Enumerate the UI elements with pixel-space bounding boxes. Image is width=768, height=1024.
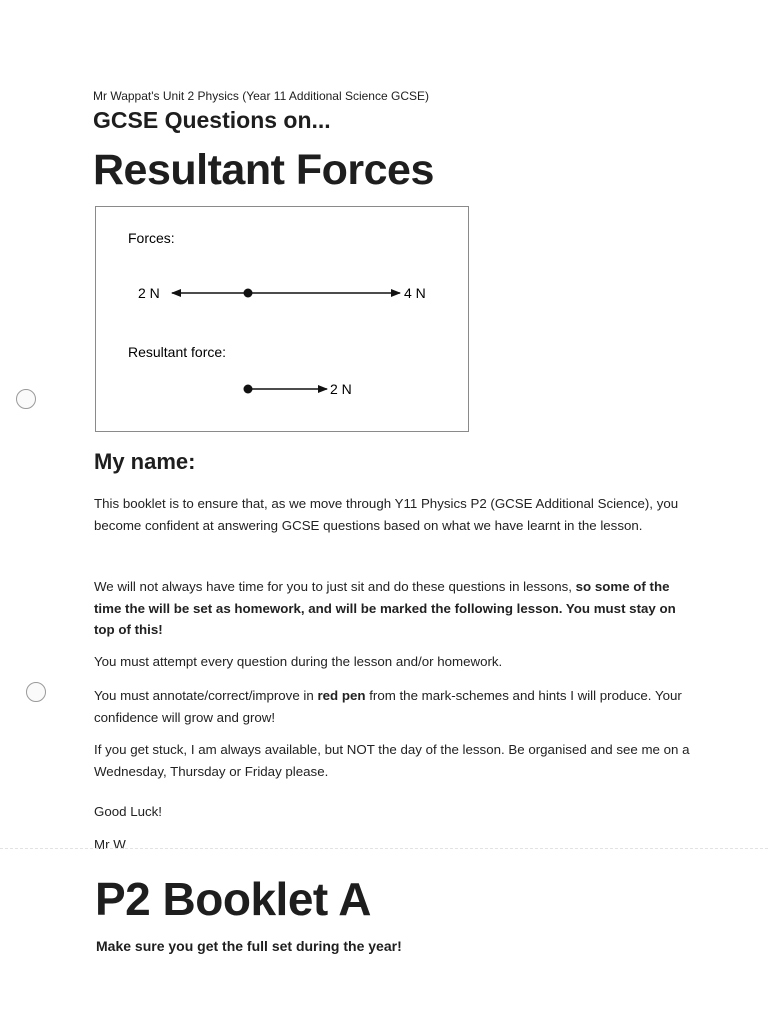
document-subtitle: Mr Wappat's Unit 2 Physics (Year 11 Additional Science GCSE) bbox=[93, 89, 429, 103]
resultant-object-point bbox=[244, 385, 253, 394]
homework-paragraph bbox=[94, 576, 694, 641]
footer-note: Make sure you get the full set during the year! bbox=[96, 938, 402, 954]
forces-diagram bbox=[95, 206, 469, 432]
left-force-label: 2 N bbox=[138, 285, 160, 301]
signature-text: Mr W bbox=[94, 837, 126, 852]
annotate-text: You must annotate/correct/improve in bbox=[94, 688, 314, 703]
punch-hole bbox=[26, 682, 46, 702]
booklet-title: P2 Booklet A bbox=[95, 873, 372, 925]
page-fold-line bbox=[0, 848, 768, 849]
resultant-label: Resultant force: bbox=[128, 344, 227, 360]
annotate-text-cont: from the mark-schemes and hints I will produce. Your confidence will grow and grow! bbox=[94, 688, 682, 725]
good-luck-text: Good Luck! bbox=[94, 804, 163, 819]
right-force-label: 4 N bbox=[404, 285, 426, 301]
page-title: Resultant Forces bbox=[93, 146, 434, 194]
intro-paragraph: This booklet is to ensure that, as we move through Y11 Physics P2 (GCSE Additional Science), you become confident at answering GCSE questions based on what we have learnt in the lesson. bbox=[94, 496, 679, 533]
object-point bbox=[244, 289, 253, 298]
homework-bold-text: so some of the time the will be set as homework, and will be marked the following lesson. You must stay on top of this! bbox=[94, 579, 676, 637]
questions-heading: GCSE Questions on... bbox=[93, 107, 331, 133]
red-pen-text: red pen bbox=[317, 688, 366, 703]
forces-label: Forces: bbox=[128, 230, 175, 246]
resultant-force-label: 2 N bbox=[330, 381, 352, 397]
homework-text: We will not always have time for you to just sit and do these questions in lessons, bbox=[94, 579, 572, 594]
name-heading: My name: bbox=[94, 449, 196, 474]
annotate-paragraph bbox=[94, 685, 694, 728]
punch-hole bbox=[16, 389, 36, 409]
attempt-paragraph: You must attempt every question during the lesson and/or homework. bbox=[94, 654, 503, 669]
forces-diagram-svg bbox=[96, 207, 470, 433]
help-paragraph: If you get stuck, I am always available, but NOT the day of the lesson. Be organised and see me on a Wednesday, Thursday or Friday please. bbox=[94, 742, 690, 779]
